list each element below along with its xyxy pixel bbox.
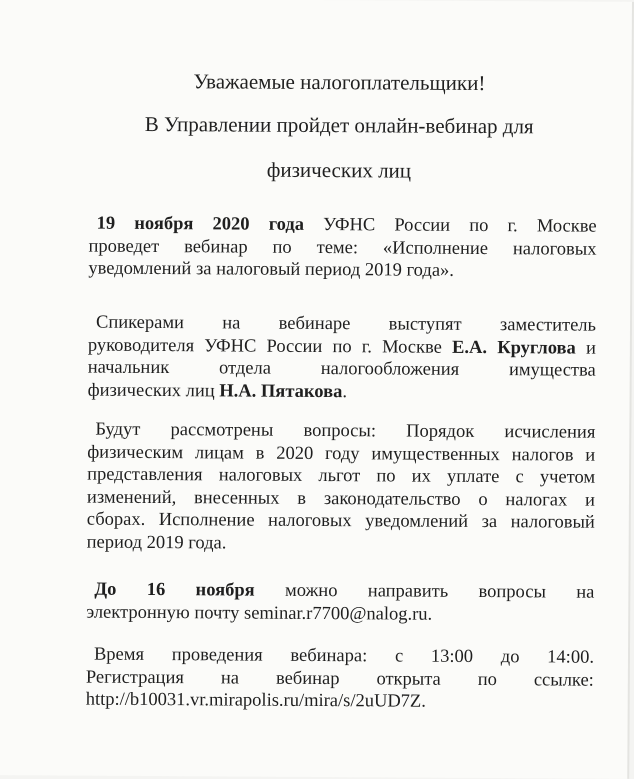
- text-line: физических лиц Н.А. Пятакова.: [87, 380, 348, 402]
- greeting-heading: Уважаемые налогоплательщики!: [193, 69, 486, 96]
- speaker-name: Н.А. Пятакова: [219, 380, 343, 402]
- registration-link: http://b10031.vr.mirapolis.ru/mira/s/2uUD7Z.: [85, 689, 426, 712]
- text-line: начальник отдела налогообложения имущества: [87, 357, 596, 381]
- webinar-date: 19 ноября 2020 года: [96, 213, 305, 235]
- paragraph-topics: [87, 419, 596, 557]
- text-line: руководителя УФНС России по г. Москве Е.А. Круглова и: [87, 335, 596, 359]
- paragraph-questions: [86, 579, 594, 627]
- text-line: сборах. Исполнение налоговых уведомлений за налоговый: [86, 509, 595, 533]
- text-line: уведомлений за налоговый период 2019 года».: [88, 258, 455, 281]
- speaker-name: Е.А. Круглова: [452, 337, 576, 359]
- text-line: Время проведения вебинара: с 13:00 до 14:00.: [93, 644, 595, 668]
- text-line: Будут рассмотрены вопросы: Порядок исчисления: [95, 419, 596, 443]
- questions-deadline: До 16 ноября: [94, 579, 255, 601]
- announcement-heading-cont: физических лиц: [266, 157, 412, 183]
- text-line: период 2019 года.: [86, 532, 227, 553]
- text-line: Регистрация на вебинар открыта по ссылке:: [85, 667, 594, 691]
- text-line: До 16 ноября можно направить вопросы на: [94, 579, 595, 603]
- text-line: проведет вебинар по теме: «Исполнение налоговых: [88, 236, 597, 260]
- text-line: 19 ноября 2020 года УФНС России по г. Москве: [96, 213, 597, 237]
- text-line: изменений, внесенных в законодательство о налогах и: [86, 487, 596, 511]
- contact-email: электронную почту seminar.r7700@nalog.ru.: [86, 602, 433, 625]
- text-line: Спикерами на вебинаре выступят заместитель: [95, 312, 597, 336]
- paragraph-registration: [86, 644, 594, 715]
- announcement-heading: В Управлении пройдет онлайн-вебинар для: [144, 111, 534, 139]
- text-line: представления налоговых льгот по их уплате с учетом: [87, 464, 596, 488]
- paragraph-webinar-topic: [88, 213, 596, 284]
- paragraph-speakers: [88, 312, 597, 405]
- text-line: физическим лицам в 2020 году имущественных налогов и: [87, 442, 596, 466]
